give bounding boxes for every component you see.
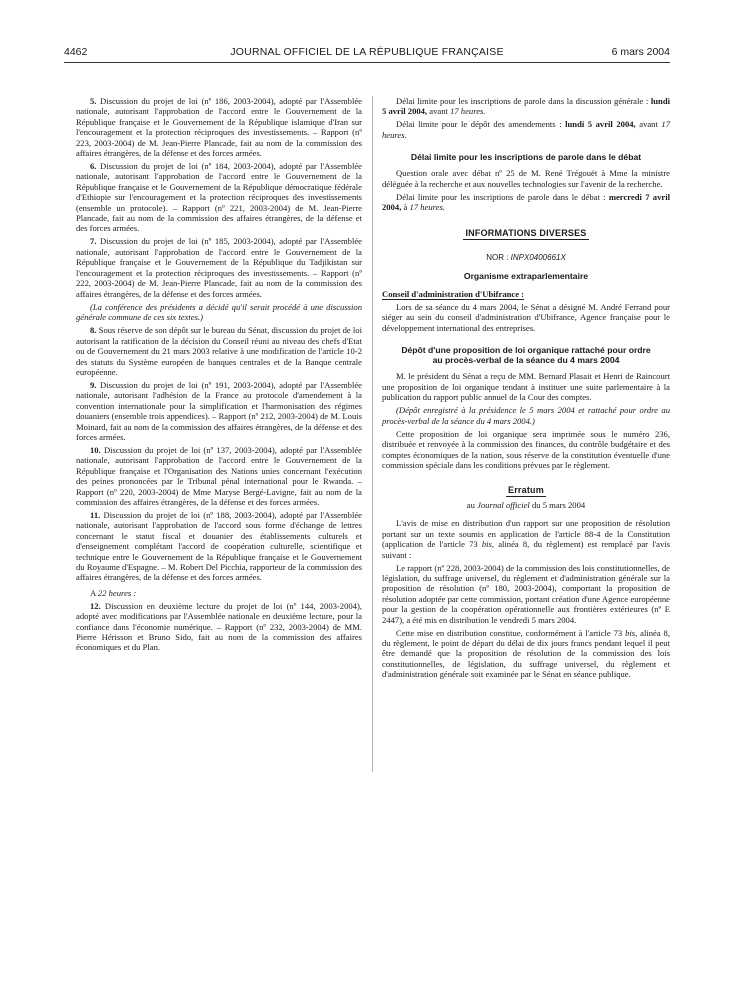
depot-note: (Dépôt enregistré à la présidence le 5 mars 2004 et rattaché pour ordre au procès-verbal de la séance du 4 mars 2004.) <box>382 405 670 426</box>
agenda-item: 10. Discussion du projet de loi (nº 137, 2003-2004), adopté par l'Assemblée nationale, autorisant l'approbation de l'accord entre le Gouvernement de la République française et l'Organisation des Nations unies concernant l'exécution des peines prononcées par le Tribunal pénal international pour le Rwanda. – Rapport (nº 220, 2003-2004) de Mme Maryse Bergé-Lavigne, fait au nom de la commission des affaires étrangères, de la défense et des forces armées. <box>76 444 362 507</box>
session-time: A 22 heures : <box>90 587 137 598</box>
agenda-item: 6. Discussion du projet de loi (nº 184, 2003-2004), adopté par l'Assemblée nationale, autorisant l'approbation de l'accord entre le Gouvernement de la République française et le Gouvernement de la République démocratique fédérale d'Ethiopie sur l'encouragement et la protection réciproques des investissements (ensemble un protocole). – Rapport (nº 221, 2003-2004) de M. Jean-Pierre Plancade, fait au nom de la commission des affaires étrangères, de la défense et des forces armées. <box>76 161 362 234</box>
conseil-paragraph: Lors de sa séance du 4 mars 2004, le Sénat a désigné M. André Ferrand pour siéger au sein du conseil d'administration d'Ubifrance, Agence française pour le développement international des entreprises. <box>382 302 670 333</box>
agenda-item: 5. Discussion du projet de loi (nº 186, 2003-2004), adopté par l'Assemblée nationale, autorisant l'approbation de l'accord entre le Gouvernement de la République française et le Gouvernement de la République islamique d'Iran sur l'encouragement et la protection réciproques des investissements. – Rapport (nº 223, 2003-2004) de M. Jean-Pierre Plancade, fait au nom de la commission des affaires étrangères, de la défense et des forces armées. <box>76 96 362 159</box>
right-column <box>382 96 670 682</box>
conference-note: (La conférence des présidents a décidé qu'il serait procédé à une discussion générale commune de ces six textes.) <box>76 301 362 322</box>
agenda-item: 9. Discussion du projet de loi (nº 191, 2003-2004), adopté par l'Assemblée nationale, autorisant l'adhésion de la France au protocole d'amendement à la convention internationale pour la simplification et l'harmonisation des régimes douaniers (ensemble trois appendices). – Rapport (nº 212, 2003-2004) de M. Louis Moinard, fait au nom de la commission des affaires étrangères, de la défense et des forces armées. <box>76 379 362 442</box>
depot-paragraph: M. le président du Sénat a reçu de MM. Bernard Plasait et Henri de Raincourt une proposition de loi organique tendant à instituer une suite parlementaire à la publication du rapport public annuel de la Cour des comptes. <box>382 371 670 403</box>
header-rule <box>64 62 670 63</box>
erratum-paragraph: Le rapport (nº 228, 2003-2004) de la commission des lois constitutionnelles, de législation, du suffrage universel, du règlement et d'administration générale sur la proposition de résolution (nº 180, 2003-2004), comportant la proposition de résolution adoptée par cette commission, portant création d'une Agence européenne pour la gestion de la coopération opérationnelle aux frontières extérieures (nº E 2447), a été mis en distribution le vendredi 5 mars 2004. <box>382 562 670 625</box>
deadline-paragraph: Délai limite pour les inscriptions de parole dans la discussion générale : lundi 5 avril 2004, avant 17 heures. <box>382 96 670 117</box>
nor-reference: NOR : INPX0400661X <box>486 252 566 262</box>
agenda-item: 12. Discussion en deuxième lecture du projet de loi (nº 144, 2003-2004), adopté avec modifications par l'Assemblée nationale en deuxième lecture, pour la confiance dans l'économie numérique. – Rapport (nº 232, 2003-2004) de MM. Pierre Hérisson et Bruno Sido, fait au nom de la commission des affaires économiques et du Plan. <box>76 600 362 653</box>
agenda-item: 8. Sous réserve de son dépôt sur le bureau du Sénat, discussion du projet de loi autorisant la ratification de la décision du Conseil réuni au niveau des chefs d'Etat ou de Gouvernement du 21 mars 2003 relative à une modification de l'article 10-2 des statuts du Système européen de banques centrales et de la Banque centrale européenne. <box>76 325 362 377</box>
agenda-item: 11. Discussion du projet de loi (nº 188, 2003-2004), adopté par l'Assemblée nationale, autorisant l'approbation de l'accord sous forme d'échange de lettres concernant le statut fiscal et douanier des établissements culturels et d'enseignement complétant l'accord de coopération culturelle, scientifique et technique entre le Gouvernement de la République française et le Gouvernement du Royaume d'Espagne. – M. Robert Del Picchia, rapporteur de la commission des affaires étrangères, de la défense et des forces armées. <box>76 510 362 583</box>
column-divider <box>372 96 373 772</box>
depot-paragraph-2: Cette proposition de loi organique sera imprimée sous le numéro 236, distribuée et renvoyée à la commission des finances, du contrôle budgétaire et des comptes économiques de la nation, sous réserve de la constitution éventuelle d'une commission spéciale dans les conditions prévues par le règlement. <box>382 428 670 471</box>
organisme-heading: Organisme extraparlementaire <box>463 271 589 282</box>
deadline-paragraph: Délai limite pour le dépôt des amendements : lundi 5 avril 2004, avant 17 heures. <box>382 119 671 140</box>
page-number: 4462 <box>64 46 88 58</box>
left-column <box>76 96 362 655</box>
erratum-paragraph: Cette mise en distribution constitue, conformément à l'article 73 bis, alinéa 8, du règlement, le point de départ du délai de dix jours francs pendant lequel il peut être demandé que la proposition de résolution de la commission des lois constitutionnelles, de législation, du suffrage universel, du règlement et d'administration générale soit examinée par le Sénat en séance publique. <box>382 627 670 680</box>
journal-title: JOURNAL OFFICIEL DE LA RÉPUBLIQUE FRANÇAISE <box>230 46 504 58</box>
page-header <box>64 46 670 62</box>
erratum-heading: Erratum <box>508 484 544 495</box>
question-paragraph: Question orale avec débat nº 25 de M. René Trégouët à Mme la ministre déléguée à la recherche et aux nouvelles technologies sur l'avenir de la recherche. <box>382 168 670 189</box>
section-heading: Délai limite pour les inscriptions de parole dans le débat <box>410 152 642 163</box>
erratum-paragraph: L'avis de mise en distribution d'un rapport sur une proposition de résolution portant sur un texte soumis en application de l'article 88-4 de la Constitution (application de l'article 73 bis, alinéa 8, du règlement) est remplacé par l'avis suivant : <box>382 518 670 560</box>
issue-date: 6 mars 2004 <box>611 46 670 58</box>
deadline-paragraph: Délai limite pour les inscriptions de parole dans le débat : mercredi 7 avril 2004, à 17 heures. <box>382 191 670 213</box>
erratum-source: au Journal officiel du 5 mars 2004 <box>466 499 586 510</box>
conseil-heading: Conseil d'administration d'Ubifrance : <box>382 288 525 299</box>
informations-heading: INFORMATIONS DIVERSES <box>465 228 587 239</box>
depot-heading: Dépôt d'une proposition de loi organique rattaché pour ordre au procès-verbal de la séance du 4 mars 2004 <box>401 345 651 366</box>
agenda-item: 7. Discussion du projet de loi (nº 185, 2003-2004), adopté par l'Assemblée nationale, autorisant l'approbation de l'accord entre le Gouvernement de la République française et le Gouvernement de la République du Tadjikistan sur l'encouragement et la protection réciproques des investissements. – Rapport (nº 222, 2003-2004) de M. Jean-Pierre Plancade, fait au nom de la commission des affaires étrangères, de la défense et des forces armées. <box>76 236 362 299</box>
